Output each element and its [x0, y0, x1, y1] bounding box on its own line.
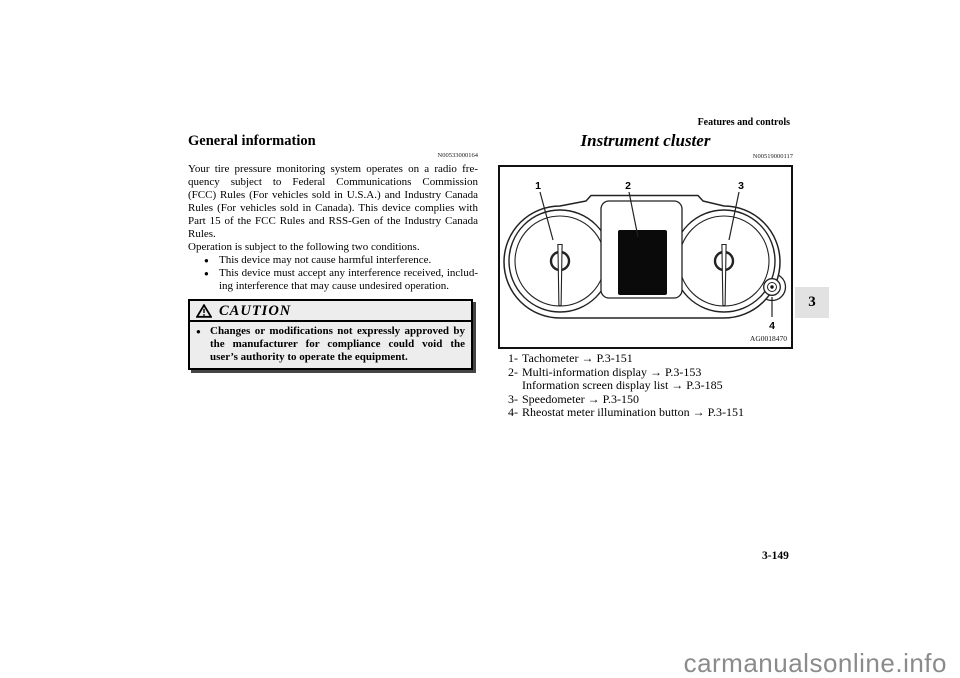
- rheostat-button: [764, 279, 781, 296]
- legend-item: [498, 406, 793, 420]
- legend-number: 4-: [508, 405, 518, 420]
- caution-line: Changes or modifications not expressly approved by: [210, 325, 465, 337]
- legend-line: Rheostat meter illumination button → P.3-151: [522, 405, 744, 420]
- page-number: 3-149: [762, 550, 789, 562]
- warning-triangle-icon: [196, 304, 212, 318]
- body-paragraph: [188, 163, 478, 293]
- paragraph-line: Part 15 of the FCC Rules and RSS-Gen of the Industry Canada: [188, 215, 478, 227]
- caution-body: [190, 322, 471, 368]
- bullet-item: [188, 254, 478, 267]
- caution-box: [188, 299, 473, 370]
- instrument-cluster-figure: [498, 165, 793, 349]
- legend-item: [498, 393, 793, 407]
- paragraph-line: (FCC) Rules (For vehicles sold in U.S.A.) and Industry Canada: [188, 189, 478, 201]
- caution-line: the manufacturer for compliance could void the: [210, 338, 465, 350]
- running-header: Features and controls: [697, 117, 790, 128]
- legend-number: 3-: [508, 391, 518, 406]
- bullet-item: [188, 267, 478, 293]
- watermark: carmanualsonline.info: [683, 648, 947, 678]
- legend-item: [498, 366, 793, 393]
- paragraph-line: Rules.: [188, 228, 216, 240]
- reference-code: N00533000164: [437, 152, 478, 159]
- legend-item: [498, 352, 793, 366]
- caution-header: [190, 301, 471, 322]
- paragraph-line: quency subject to Federal Communications Commission: [188, 176, 478, 188]
- section-heading: General information: [188, 133, 316, 149]
- callout-number-1: 1: [535, 180, 541, 192]
- legend-number: 1-: [508, 351, 518, 365]
- bullet-line: ing interference that may cause undesired operation.: [219, 280, 449, 292]
- legend-line: Information screen display list → P.3-185: [522, 378, 723, 393]
- reference-code: N00519000117: [752, 153, 793, 160]
- callout-number-3: 3: [738, 180, 744, 192]
- multi-info-display: [618, 230, 667, 295]
- bullet-line: This device must accept any interference received, includ-: [219, 267, 478, 279]
- figure-code: AG0018470: [749, 334, 787, 343]
- caution-title: CAUTION: [219, 303, 292, 319]
- legend-number: 2-: [508, 364, 518, 379]
- paragraph-line: Your tire pressure monitoring system operates on a radio fre-: [188, 163, 478, 175]
- right-column: [498, 116, 793, 420]
- legend-line: Speedometer → P.3-150: [522, 391, 639, 406]
- caution-line: user’s authority to operate the equipment.: [210, 351, 408, 363]
- bullet-icon: ●: [196, 327, 201, 336]
- legend-line: Multi-information display → P.3-153: [522, 364, 702, 379]
- bullet-icon: ●: [204, 269, 209, 278]
- paragraph-line: Operation is subject to the following two conditions.: [188, 241, 420, 253]
- paragraph-line: Rules (For vehicles sold in Canada). This device complies with: [188, 202, 478, 214]
- left-column: [188, 133, 478, 370]
- callout-number-2: 2: [625, 180, 631, 192]
- section-heading-italic: Instrument cluster: [580, 131, 711, 150]
- tachometer-needle: [558, 245, 562, 306]
- bullet-line: This device may not cause harmful interference.: [219, 254, 432, 266]
- legend-line: Tachometer → P.3-151: [522, 351, 633, 365]
- speedometer-needle: [722, 245, 726, 306]
- caution-bullet-item: [190, 325, 465, 364]
- bullet-icon: ●: [204, 256, 209, 265]
- callout-number-4: 4: [769, 320, 775, 332]
- figure-legend: [498, 352, 793, 420]
- chapter-tab: 3: [795, 287, 829, 318]
